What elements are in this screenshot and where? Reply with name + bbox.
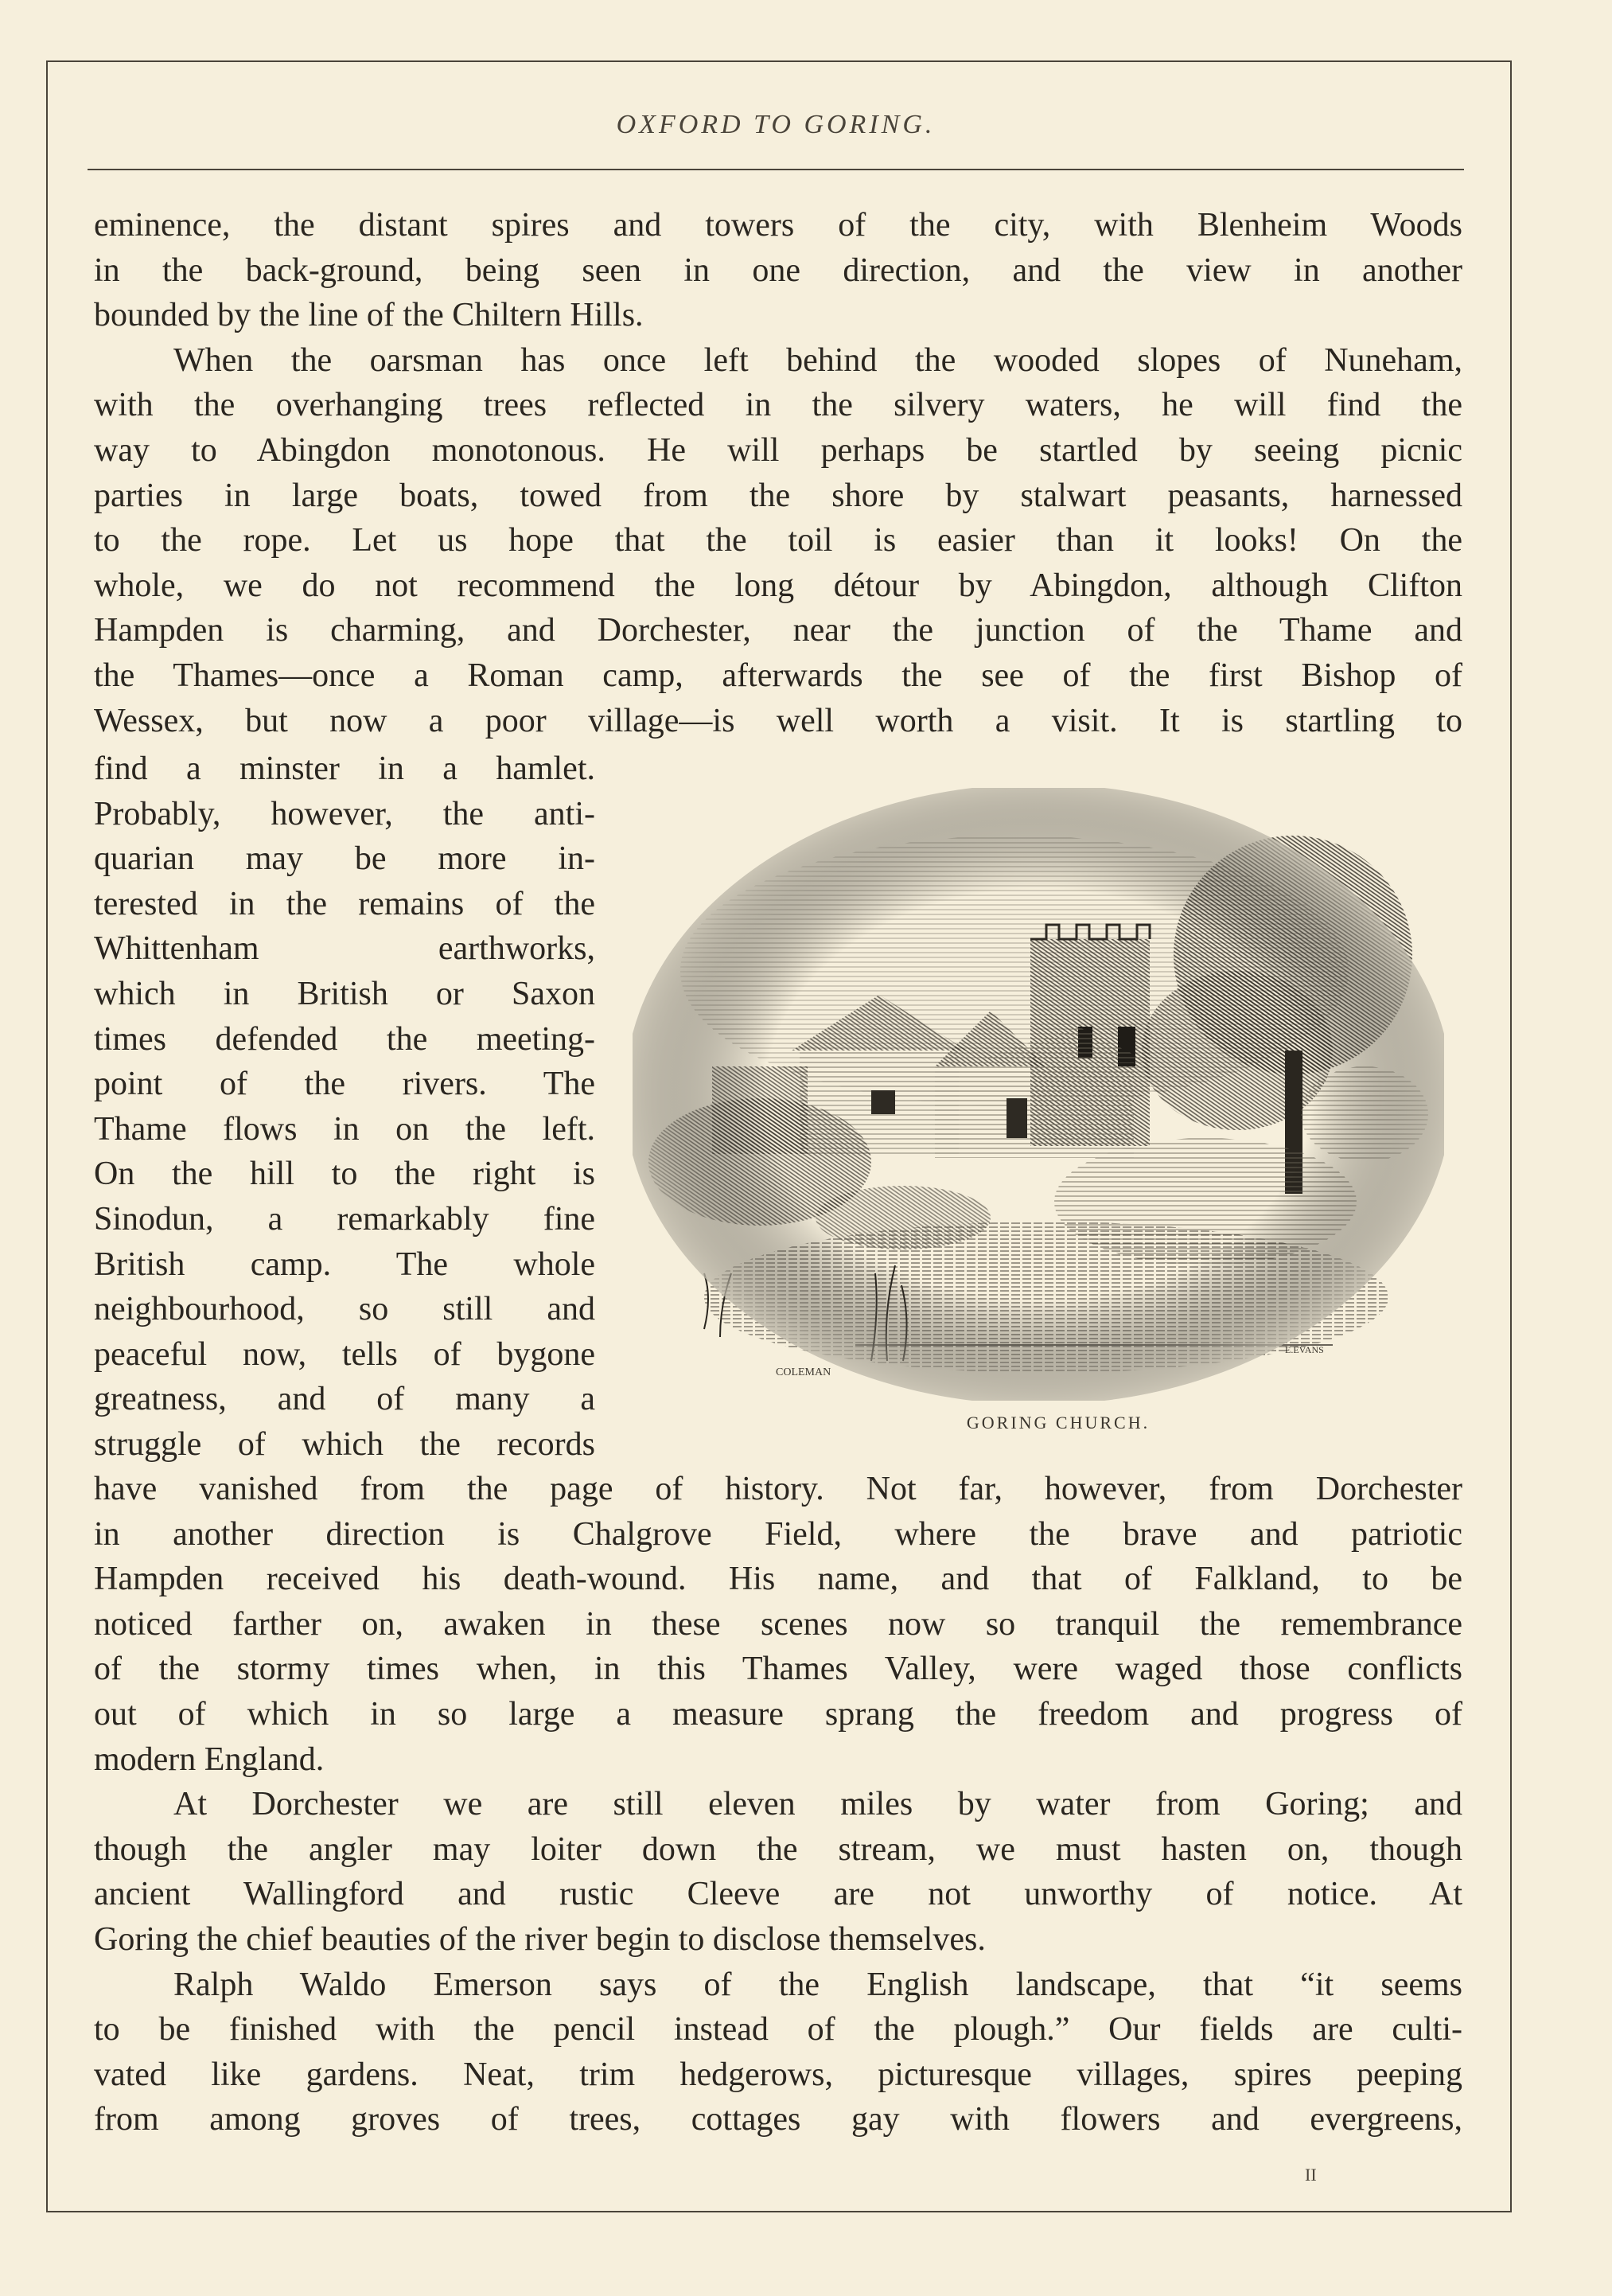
text-line: ancient Wallingford and rustic Cleeve are not unworthy of notice. At bbox=[94, 1876, 1462, 1913]
narrow-text-block bbox=[94, 746, 595, 1468]
text-line: to the rope. Let us hope that the toil is easier than it looks! On the bbox=[94, 522, 1462, 559]
text-line: have vanished from the page of history. Not far, however, from Dorchester bbox=[94, 1471, 1462, 1507]
text-line: from among groves of trees, cottages gay with flowers and evergreens, bbox=[94, 2101, 1462, 2138]
running-header bbox=[88, 105, 1464, 170]
text-line: find a minster in a hamlet. bbox=[94, 750, 595, 787]
text-line: whole, we do not recommend the long détour by Abingdon, although Clifton bbox=[94, 567, 1462, 604]
text-line: Goring the chief beauties of the river begin to disclose themselves. bbox=[94, 1920, 986, 1958]
text-line: British camp. The whole bbox=[94, 1245, 595, 1283]
text-line: struggle of which the records bbox=[94, 1425, 595, 1463]
text-line: the Thames—once a Roman camp, afterwards the see of the first Bishop of bbox=[94, 657, 1462, 694]
text-line: peaceful now, tells of bygone bbox=[94, 1335, 595, 1373]
text-line: neighbourhood, so still and bbox=[94, 1291, 595, 1328]
text-line: On the hill to the right is bbox=[94, 1156, 595, 1193]
text-line: At Dorchester we are still eleven miles by water from Goring; and bbox=[173, 1786, 1462, 1823]
text-line: greatness, and of many a bbox=[94, 1381, 595, 1418]
text-line: Whittenham earthworks, bbox=[94, 930, 595, 968]
goring-church-engraving bbox=[633, 788, 1444, 1401]
text-line: Thame flows in on the left. bbox=[94, 1110, 595, 1148]
text-line: to be finished with the pencil instead of the plough.” Our fields are culti- bbox=[94, 2011, 1462, 2048]
text-line: Ralph Waldo Emerson says of the English landscape, that “it seems bbox=[173, 1966, 1462, 2003]
engraving-illustration bbox=[633, 788, 1444, 1401]
text-line: times defended the meeting- bbox=[94, 1020, 595, 1058]
text-line: way to Abingdon monotonous. He will perhaps be startled by seeing picnic bbox=[94, 431, 1462, 469]
text-line: though the angler may loiter down the stream, we must hasten on, though bbox=[94, 1830, 1462, 1868]
text-line: quarian may be more in- bbox=[94, 840, 595, 878]
text-line: Hampden is charming, and Dorchester, near the junction of the Thame and bbox=[94, 612, 1462, 649]
engraver-signature-right: E.EVANS bbox=[1285, 1344, 1324, 1355]
text-line: Wessex, but now a poor village—is well worth a visit. It is startling to bbox=[94, 702, 1462, 739]
text-line: in another direction is Chalgrove Field, where the brave and patriotic bbox=[94, 1515, 1462, 1553]
text-line: out of which in so large a measure sprang the freedom and progress of bbox=[94, 1695, 1462, 1733]
text-line: with the overhanging trees reflected in the silvery waters, he will find the bbox=[94, 387, 1462, 424]
text-line: of the stormy times when, in this Thames Valley, were waged those conflicts bbox=[94, 1651, 1462, 1688]
text-line: noticed farther on, awaken in these scenes now so tranquil the remembrance bbox=[94, 1605, 1462, 1643]
page-number: II bbox=[1305, 2165, 1317, 2185]
text-line: When the oarsman has once left behind the wooded slopes of Nuneham, bbox=[173, 341, 1462, 379]
top-text-block bbox=[94, 203, 1462, 743]
text-line: vated like gardens. Neat, trim hedgerows, picturesque villages, spires peeping bbox=[94, 2056, 1462, 2093]
text-line: eminence, the distant spires and towers of the city, with Blenheim Woods bbox=[94, 207, 1462, 244]
text-line: parties in large boats, towed from the shore by stalwart peasants, harnessed bbox=[94, 477, 1462, 514]
running-title: OXFORD TO GORING. bbox=[616, 110, 936, 139]
text-line: Probably, however, the anti- bbox=[94, 795, 595, 832]
text-line: modern England. bbox=[94, 1741, 325, 1778]
text-line: terested in the remains of the bbox=[94, 885, 595, 922]
text-line: point of the rivers. The bbox=[94, 1066, 595, 1103]
text-line: in the back-ground, being seen in one direction, and the view in another bbox=[94, 251, 1462, 289]
engraver-signature-left: COLEMAN bbox=[776, 1366, 831, 1378]
text-line: Sinodun, a remarkably fine bbox=[94, 1200, 595, 1238]
vignette bbox=[633, 788, 1444, 1401]
text-line: which in British or Saxon bbox=[94, 975, 595, 1012]
figure-caption: GORING CHURCH. bbox=[966, 1413, 1151, 1433]
text-line: bounded by the line of the Chiltern Hills. bbox=[94, 297, 644, 334]
text-line: Hampden received his death-wound. His name, and that of Falkland, to be bbox=[94, 1561, 1462, 1598]
bottom-text-block bbox=[94, 1467, 1462, 2142]
